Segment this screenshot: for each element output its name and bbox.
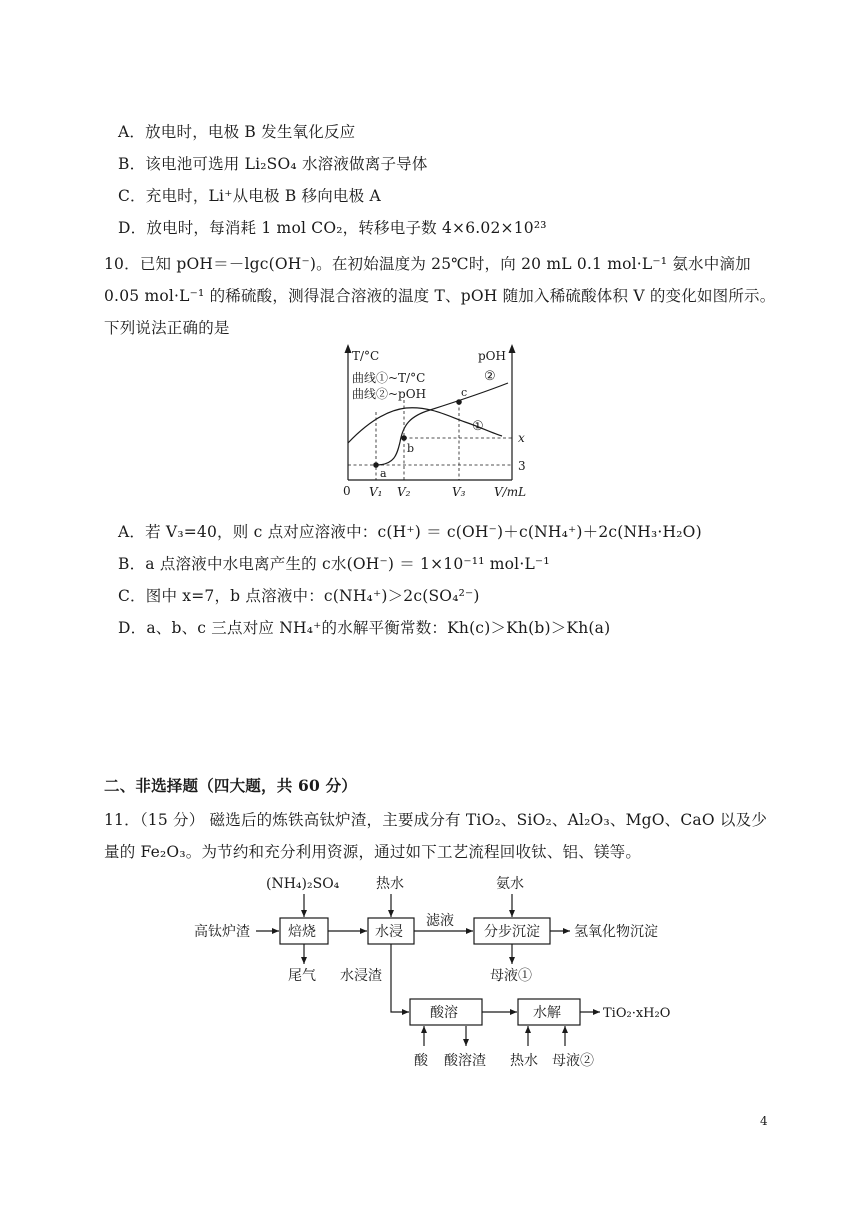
legend-curve-2: 曲线②~pOH — [352, 387, 427, 401]
curve-1-tag: ① — [472, 419, 484, 434]
point-a-marker — [373, 462, 379, 468]
filtrate-label: 滤液 — [426, 913, 454, 929]
q9-option-a: A．放电时，电极 B 发生氧化反应 — [118, 123, 356, 141]
leach-residue: 水浸渣 — [340, 968, 382, 984]
q11-stem-line1: 11．（15 分） 磁选后的炼铁高钛炉渣，主要成分有 TiO₂、SiO₂、Al₂O₃、MgO、CaO 以及少 — [104, 811, 768, 829]
q11-stem-line2: 量的 Fe₂O₃。为节约和充分利用资源，通过如下工艺流程回收钛、铝、镁等。 — [104, 843, 642, 861]
tick-3-label: 3 — [518, 459, 526, 473]
q10-option-d: D．a、b、c 三点对应 NH₄⁺的水解平衡常数：Kh(c)＞Kh(b)＞Kh(a) — [118, 619, 611, 637]
q10-option-a: A．若 V₃=40，则 c 点对应溶液中：c(H⁺) ＝ c(OH⁻)＋c(NH₄⁺)＋2c(NH₃·H₂O) — [118, 523, 702, 541]
point-c-marker — [456, 399, 462, 405]
q10-stem-line3: 下列说法正确的是 — [104, 319, 230, 337]
input-acid: 酸 — [414, 1053, 428, 1069]
curve-2-tag: ② — [484, 369, 496, 384]
left-y-arrow — [345, 344, 352, 353]
v2-label: V₂ — [397, 485, 411, 499]
input-hot-water: 热水 — [376, 876, 404, 892]
q10-stem-line2: 0.05 mol·L⁻¹ 的稀硫酸，测得混合溶液的温度 T、pOH 随加入稀硫酸体积 V 的变化如图所示。 — [104, 287, 776, 305]
q11-process-flow — [180, 868, 700, 1078]
box-acid-label: 酸溶 — [430, 1005, 458, 1021]
input-ammonia: 氨水 — [496, 876, 524, 892]
box-leach-label: 水浸 — [375, 924, 403, 940]
q10-stem-line1: 10．已知 pOH＝－lgc(OH⁻)。在初始温度为 25℃时，向 20 mL 0.1 mol·L⁻¹ 氨水中滴加 — [104, 255, 751, 273]
box-hydrolysis-label: 水解 — [533, 1005, 561, 1021]
point-b-marker — [401, 435, 407, 441]
q10-graph — [330, 340, 540, 505]
y-right-label: pOH — [478, 349, 506, 363]
mother-liquor-2: 母液② — [552, 1053, 594, 1069]
tail-gas: 尾气 — [288, 968, 316, 984]
box-precip-label: 分步沉淀 — [484, 924, 540, 940]
product-tio2: TiO₂·xH₂O — [603, 1006, 671, 1021]
point-c-label: c — [461, 386, 468, 399]
point-b-label: b — [407, 442, 415, 455]
section-2-heading: 二、非选择题（四大题，共 60 分） — [104, 776, 357, 795]
mother-liquor-1: 母液① — [490, 968, 532, 984]
legend-curve-1: 曲线①~T/°C — [352, 371, 426, 385]
right-y-arrow — [509, 344, 516, 353]
input-nh4so4: (NH₄)₂SO₄ — [266, 876, 340, 892]
acid-residue: 酸溶渣 — [444, 1053, 486, 1069]
y-left-label: T/°C — [352, 349, 380, 363]
x-axis-label: V/mL — [494, 485, 527, 499]
feed-slag: 高钛炉渣 — [194, 924, 250, 940]
page-number: 4 — [760, 1114, 768, 1128]
point-a-label: a — [380, 467, 387, 480]
v1-label: V₁ — [369, 485, 383, 499]
box-roast-label: 焙烧 — [288, 924, 316, 940]
v3-label: V₃ — [452, 485, 466, 499]
q10-option-c: C．图中 x=7，b 点溶液中：c(NH₄⁺)＞2c(SO₄²⁻) — [118, 587, 480, 605]
tick-x-label: x — [518, 431, 525, 445]
q9-option-b: B．该电池可选用 Li₂SO₄ 水溶液做离子导体 — [118, 155, 428, 173]
q9-option-d: D．放电时，每消耗 1 mol CO₂，转移电子数 4×6.02×10²³ — [118, 219, 547, 237]
product-hydroxide: 氢氧化物沉淀 — [574, 924, 658, 940]
input-hot-water-2: 热水 — [510, 1053, 538, 1069]
q9-option-c: C．充电时，Li⁺从电极 B 移向电极 A — [118, 187, 381, 205]
q10-option-b: B．a 点溶液中水电离产生的 c水(OH⁻) ＝ 1×10⁻¹¹ mol·L⁻¹ — [118, 555, 550, 573]
origin-label: 0 — [343, 484, 351, 498]
